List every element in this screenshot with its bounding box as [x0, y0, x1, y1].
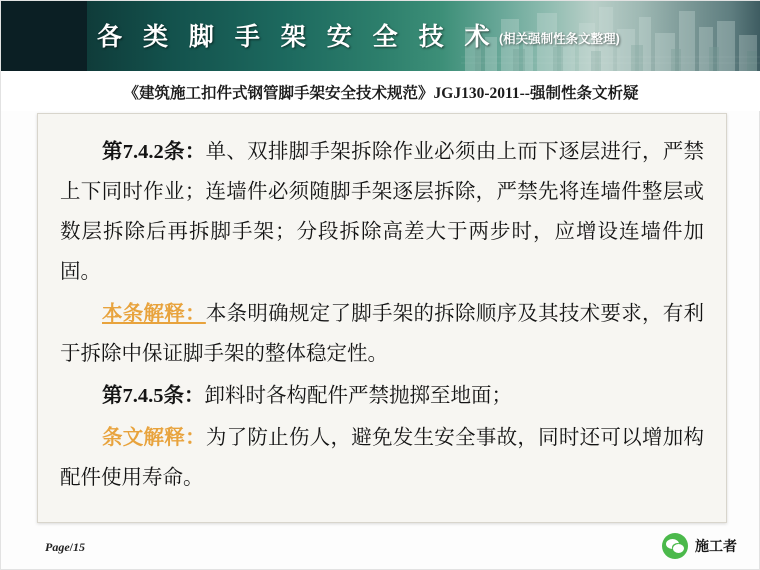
- wechat-account: [662, 533, 737, 559]
- page-label: Page: [45, 540, 70, 554]
- wechat-account-name: 施工者: [695, 540, 737, 555]
- explanation-2-text: 为了防止伤人，避免发生安全事故，同时还可以增加构配件使用寿命。: [60, 427, 705, 489]
- article-2-suffix: 条：: [163, 385, 205, 407]
- explanation-2-paragraph: [60, 418, 704, 498]
- document-subtitle: 《建筑施工扣件式钢管脚手架安全技术规范》JGJ130-2011--强制性条文析疑: [123, 85, 639, 102]
- explanation-1-paragraph: [60, 294, 704, 374]
- banner-left-edge: [1, 1, 87, 71]
- page-number: 15: [73, 540, 85, 554]
- page-separator: /: [69, 540, 73, 554]
- explanation-1-text: 本条明确规定了脚手架的拆除顺序及其技术要求，有利于拆除中保证脚手架的整体稳定性。: [60, 303, 705, 365]
- explanation-2-label: 条文解释：: [102, 427, 206, 449]
- article-1-text: 单、双排脚手架拆除作业必须由上而下逐层进行，严禁上下同时作业；连墙件必须随脚手架逐层拆除，严禁先将连墙件整层或数层拆除后再拆脚手架；分段拆除高差大于两步时，应增设连墙件加固。: [60, 141, 705, 283]
- article-1-number: 7.4.2: [122, 141, 164, 163]
- document-subtitle-row: [1, 71, 760, 111]
- page-number-footer: [45, 540, 85, 555]
- header-banner: [1, 1, 760, 71]
- article-1-suffix: 条：: [163, 141, 206, 163]
- article-1-prefix: 第: [102, 141, 123, 163]
- wechat-icon: [662, 533, 688, 559]
- explanation-1-label: 本条解释：: [102, 303, 206, 325]
- article-2-text: 卸料时各构配件严禁抛掷至地面；: [204, 385, 512, 407]
- article-2-number: 7.4.5: [122, 385, 164, 407]
- banner-subtitle: (相关强制性条文整理): [499, 32, 620, 46]
- content-card: [37, 113, 727, 523]
- article-2-paragraph: [60, 376, 704, 416]
- article-2-prefix: 第: [102, 385, 123, 407]
- banner-title: 各 类 脚 手 架 安 全 技 术: [97, 23, 497, 51]
- article-1-paragraph: [60, 132, 704, 292]
